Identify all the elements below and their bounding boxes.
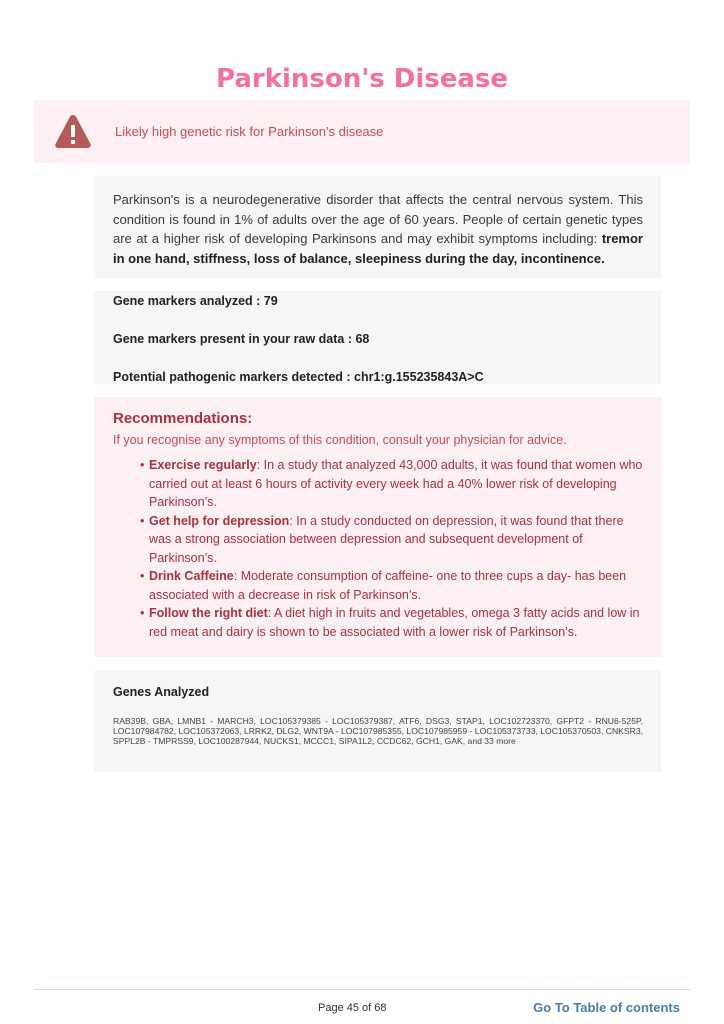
footer-divider [34, 989, 690, 990]
recommendation-text: : A diet high in fruits and vegetables, omega 3 fatty acids and low in red meat and dairy is shown to be associated with a lower risk of Parkinson’s. [149, 606, 640, 639]
intro-paragraph [113, 190, 643, 268]
bullet-icon: • [140, 569, 145, 583]
genes-list: RAB39B, GBA, LMNB1 - MARCH3, LOC105379385 - LOC105379387, ATF6, DSG3, STAP1, LOC102723370, GFPT2 - RNU6-525P, LOC107984782, LOC105372063, LRRK2, DLG2, WNT9A - LOC107985355, LOC107985959 - LOC105373733, LOC105370503, CNKSR3, SPPL2B - TMPRSS9, LOC100287944, NUCKS1, MCCC1, SIPA1L2, CCDC62, GCH1, GAK, and 33 more [113, 716, 643, 746]
table-of-contents-link[interactable]: Go To Table of contents [533, 1000, 680, 1015]
bullet-icon: • [140, 606, 145, 620]
recommendation-item [140, 456, 643, 512]
markers-section [94, 291, 662, 384]
recommendation-text: : In a study that analyzed 43,000 adults, it was found that women who carried out at least 6 hours of activity every week had a 40% lower risk of developing Parkinson’s. [149, 458, 643, 509]
recommendation-title: Follow the right diet [149, 606, 268, 620]
markers-pathogenic: Potential pathogenic markers detected : chr1:g.155235843A>C [113, 370, 484, 384]
warning-icon [54, 113, 92, 150]
alert-message: Likely high genetic risk for Parkinson's disease [115, 124, 384, 139]
recommendations-list [113, 456, 643, 641]
intro-section [94, 176, 662, 278]
recommendations-heading: Recommendations: [113, 410, 253, 427]
recommendation-item [140, 512, 643, 568]
recommendation-title: Exercise regularly [149, 458, 257, 472]
recommendation-text: : Moderate consumption of caffeine- one to three cups a day- has been associated with a decrease in risk of Parkinson’s. [149, 569, 627, 602]
recommendation-title: Drink Caffeine [149, 569, 234, 583]
recommendation-item [140, 567, 643, 604]
markers-analyzed: Gene markers analyzed : 79 [113, 294, 278, 308]
intro-symptoms: tremor in one hand, stiffness, loss of balance, sleepiness during the day, incontinence. [113, 231, 643, 266]
recommendation-title: Get help for depression [149, 513, 290, 528]
bullet-icon: • [140, 458, 145, 472]
recommendation-text: : In a study conducted on depression, it was found that there was a strong association between depression and subsequent development of Parkinson’s. [149, 513, 624, 565]
page-title: Parkinson's Disease [215, 64, 509, 94]
intro-text: Parkinson's is a neurodegenerative disorder that affects the central nervous system. This condition is found in 1% of adults over the age of 60 years. People of certain genetic types are at a higher risk of developing Parkinsons and may exhibit symptoms including: [113, 192, 643, 246]
genes-section [94, 670, 662, 772]
genes-heading: Genes Analyzed [113, 685, 210, 699]
recommendations-subtitle: If you recognise any symptoms of this condition, consult your physician for advice. [113, 433, 567, 447]
recommendations-section [94, 397, 662, 657]
page-number: Page 45 of 68 [318, 1002, 387, 1014]
markers-present: Gene markers present in your raw data : 68 [113, 332, 370, 346]
bullet-icon: • [140, 513, 145, 528]
recommendation-item [140, 604, 643, 641]
risk-alert-banner [34, 100, 690, 163]
